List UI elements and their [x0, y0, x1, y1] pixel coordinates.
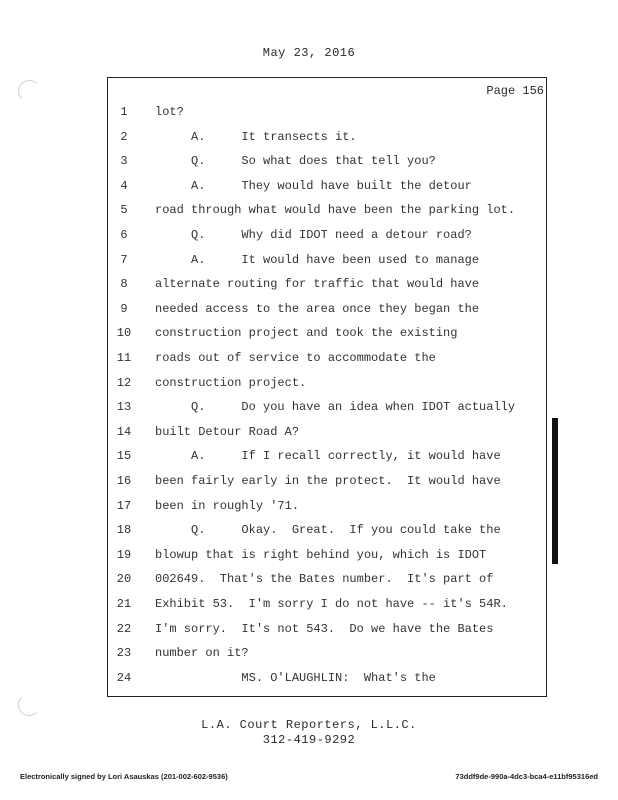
- line-number: 9: [120, 301, 128, 316]
- transcript-line: Exhibit 53. I'm sorry I do not have -- it's 54R.: [155, 597, 508, 611]
- line-number: 1: [120, 105, 128, 119]
- line-number: 7: [120, 252, 128, 267]
- line-number: 23: [116, 646, 132, 661]
- line-number: 2: [120, 129, 128, 144]
- transcript-line: construction project.: [155, 375, 307, 390]
- line-number: 21: [116, 597, 132, 611]
- margin-bar: [552, 418, 558, 564]
- transcript-line: number on it?: [155, 646, 249, 661]
- transcript-line: A. They would have built the detour: [155, 178, 472, 193]
- transcript-line: built Detour Road A?: [155, 424, 300, 439]
- punch-hole-mark: [18, 694, 40, 716]
- document-hash: 73ddf9de-990a-4dc3-bca4-e11bf95316ed: [455, 772, 598, 781]
- punch-hole-mark: [18, 80, 40, 102]
- transcript-line: roads out of service to accommodate the: [155, 351, 436, 365]
- page-number: Page 156: [486, 84, 544, 98]
- line-number: 18: [116, 523, 132, 538]
- transcript-line: I'm sorry. It's not 543. Do we have the Bates: [155, 621, 494, 636]
- transcript-line: needed access to the area once they began the: [155, 301, 480, 316]
- footer-company: L.A. Court Reporters, L.L.C.: [201, 718, 417, 732]
- line-number: 3: [120, 154, 128, 169]
- transcript-frame: [107, 77, 547, 697]
- transcript-line: blowup that is right behind you, which is IDOT: [155, 547, 487, 562]
- line-number: 11: [116, 351, 132, 365]
- line-number: 13: [116, 400, 132, 415]
- footer-phone: 312-419-9292: [262, 733, 356, 747]
- line-number: 20: [116, 572, 132, 587]
- line-number: 4: [120, 178, 128, 193]
- line-number: 6: [120, 228, 128, 242]
- line-number: 24: [116, 670, 132, 685]
- header-date: May 23, 2016: [262, 46, 356, 60]
- transcript-line: Q. So what does that tell you?: [155, 154, 436, 169]
- transcript-line: A. It transects it.: [155, 129, 357, 144]
- line-number: 16: [116, 474, 132, 488]
- line-number: 12: [116, 375, 132, 390]
- transcript-line: lot?: [155, 105, 184, 119]
- line-number: 22: [116, 621, 132, 636]
- transcript-line: MS. O'LAUGHLIN: What's the: [155, 670, 436, 685]
- transcript-line: construction project and took the existing: [155, 326, 458, 341]
- transcript-line: been in roughly '71.: [155, 498, 300, 513]
- transcript-line: Q. Okay. Great. If you could take the: [155, 523, 501, 538]
- transcript-line: Q. Do you have an idea when IDOT actually: [155, 400, 516, 415]
- transcript-line: 002649. That's the Bates number. It's part of: [155, 572, 494, 587]
- signature-note: Electronically signed by Lori Asauskas (201-002-602-9536): [20, 772, 228, 781]
- line-number: 8: [120, 277, 128, 292]
- line-number: 19: [116, 547, 132, 562]
- transcript-line: Q. Why did IDOT need a detour road?: [155, 228, 472, 242]
- line-number: 15: [116, 449, 132, 464]
- transcript-line: road through what would have been the parking lot.: [155, 203, 516, 218]
- line-number: 17: [116, 498, 132, 513]
- line-number: 10: [116, 326, 132, 341]
- transcript-line: A. It would have been used to manage: [155, 252, 480, 267]
- transcript-line: been fairly early in the protect. It would have: [155, 474, 501, 488]
- transcript-line: A. If I recall correctly, it would have: [155, 449, 501, 464]
- line-number: 5: [120, 203, 128, 218]
- transcript-line: alternate routing for traffic that would have: [155, 277, 480, 292]
- line-number: 14: [116, 424, 132, 439]
